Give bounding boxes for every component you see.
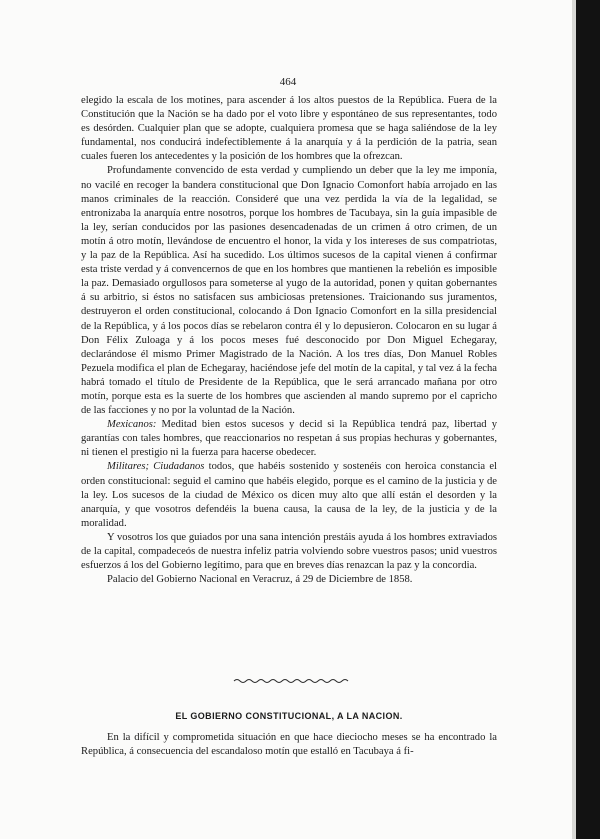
paragraph-1: elegido la escala de los motines, para ascender á los altos puestos de la República. Fuera de la Constitución que la Nación se ha dado por el voto libre y espontáneo de sus representantes, todo es desórden. Cualquier plan que se adopte, cualquiera promesa que se haga saliéndose de la ley fundamental, nos conducirá indefectiblemente á la anarquía y á la perdición de la patria, sean cuales fueren los antecedentes y la posición de los hombres que la ofrezcan. — [81, 95, 497, 163]
section-title: EL GOBIERNO CONSTITUCIONAL, A LA NACION. — [175, 711, 403, 721]
paragraph-3: Mexicanos: Meditad bien estos sucesos y decid si la República tendrá paz, libertad y garantías con tales hombres, que reaccionarios no respetan á sus propias hechuras y gobernantes, ni tienen el prestigio ni la fuerza para hacerse obedecer. — [81, 419, 497, 459]
closing-text: En la difícil y comprometida situación en que hace dieciocho meses se ha encontrado la República, á consecuencia del escandaloso motín que estalló en Tacubaya á fi- — [81, 732, 497, 758]
document-body — [81, 94, 497, 587]
decorative-divider — [232, 677, 352, 685]
signature-line: Palacio del Gobierno Nacional en Veracruz, á 29 de Diciembre de 1858. — [107, 574, 413, 586]
scan-border — [576, 0, 600, 839]
paragraph-lead: Militares; Ciudadanos — [107, 461, 205, 473]
paragraph-4: Militares; Ciudadanos todos, que habéis sostenido y sostenéis con heroica constancia el orden constitucional: seguid el camino que habéis elegido, porque es el camino de la justicia y de la ley. Los sucesos de la ciudad de México os dicen muy alto que allí están el desorden y la anarquía, y que vosotros defendéis la buena causa, la causa de la ley, de la justicia y de la moralidad. — [81, 461, 497, 529]
paragraph-2: Profundamente convencido de esta verdad y cumpliendo un deber que la ley me imponía, no vacilé en recoger la bandera constitucional que Don Ignacio Comonfort había arrojado en las manos criminales de la reacción. Consideré que una vez perdida la vía de la legalidad, se entronizaba la anarquía entre nosotros, porque los hombres de Tacubaya, sin la guía impasible de la ley, serían conducidos por las pasiones desencadenadas de un crimen á otro crimen, de un motín á otro motín, llevándose de encuentro el honor, la vida y los intereses de sus compatriotas, y la paz de la República. Así ha sucedido. Los últimos sucesos de la capital vienen á confirmar esta triste verdad y á convencernos de que en los hombres que mantienen la rebelión es imposible la paz. Demasiado orgullosos para someterse al yugo de la autoridad, ponen y quitan gobernantes á su arbitrio, si éstos no satisfacen sus ambiciosas pretensiones. Traicionando sus juramentos, destruyeron el orden constitucional, colocando á Don Ignacio Comonfort en la silla presidencial de la República, y á los pocos días se rebelaron contra él y lo depusieron. Colocaron en su lugar á Don Félix Zuloaga y á los pocos meses fué desconocido por Don Miguel Echegaray, declarándose él mismo Primer Magistrado de la Nación. A los tres días, Don Manuel Robles Pezuela modifica el plan de Echegaray, haciéndose jefe del motín de la capital, y tal vez á la fecha habrá tomado el título de Presidente de la República, que le será arrancado mañana por otro motín, porque esta es la suerte de los hombres que ascienden al mando supremo por el capricho de las facciones y no por la voluntad de la Nación. — [81, 165, 497, 417]
paragraph-lead: Mexicanos: — [107, 419, 157, 431]
paragraph-5: Y vosotros los que guiados por una sana intención prestáis ayuda á los hombres extraviados de la capital, compadeceós de nuestra infeliz patria volviendo sobre vuestros pasos; unid vuestros esfuerzos á los del Gobierno legítimo, para que en breves días renazcan la paz y la concordia. — [81, 531, 497, 572]
page-number: 464 — [279, 76, 297, 88]
closing-paragraph — [81, 731, 497, 759]
